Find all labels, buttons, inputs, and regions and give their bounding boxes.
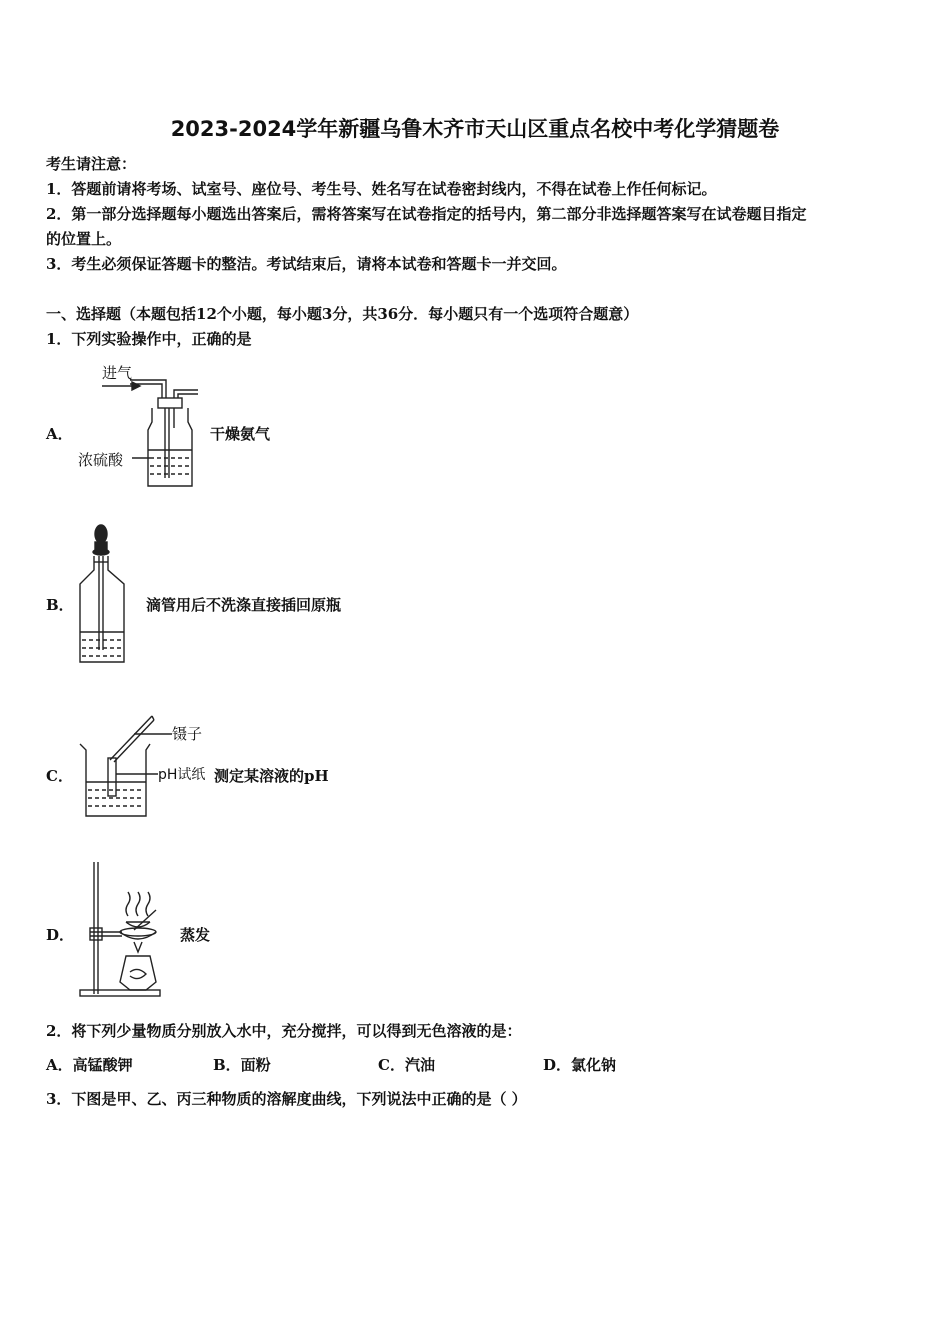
inlet-gas-label: 进气 [102,364,133,382]
tweezers-label: 镊子 [172,725,203,743]
notice-item-1: 1．答题前请将考场、试室号、座位号、考生号、姓名写在试卷密封线内，不得在试卷上作任何标记。 [46,180,717,198]
notice-heading: 考生请注意： [46,155,137,173]
q2-option-c: C．汽油 [378,1056,435,1074]
option-c-label: C． [46,767,73,785]
option-a-label: A． [46,425,73,443]
option-b-text: 滴管用后不洗涤直接插回原瓶 [146,596,342,614]
option-d-label: D． [46,926,75,944]
option-a-text: 干燥氨气 [210,425,271,443]
page-title: 2023-2024学年新疆乌鲁木齐市天山区重点名校中考化学猜题卷 [170,117,780,141]
option-d-text: 蒸发 [180,926,211,944]
ph-paper-label: pH试纸 [158,767,206,783]
notice-item-2-line-2: 的位置上。 [46,230,122,248]
question-2-stem: 2．将下列少量物质分别放入水中，充分搅拌，可以得到无色溶液的是： [46,1022,522,1040]
q2-option-d: D．氯化钠 [543,1056,617,1074]
notice-item-3: 3．考生必须保证答题卡的整洁。考试结束后，请将本试卷和答题卡一并交回。 [46,255,567,273]
dropper-bottle-figure [72,522,132,667]
notice-item-2-line-1: 2．第一部分选择题每小题选出答案后，需将答案写在试卷指定的括号内，第二部分非选择题答案写在试卷题目指定 [46,205,807,223]
option-b-label: B． [46,596,74,614]
option-c-text: 测定某溶液的pH [214,767,329,785]
q2-option-b: B．面粉 [213,1056,271,1074]
section-heading: 一、选择题（本题包括12个小题，每小题3分，共36分．每小题只有一个选项符合题意） [46,305,639,323]
evaporation-apparatus-figure [76,860,176,1000]
question-3-stem: 3．下图是甲、乙、丙三种物质的溶解度曲线，下列说法中正确的是（ ） [46,1090,527,1108]
sulfuric-acid-label: 浓硫酸 [78,451,124,469]
gas-washing-bottle-figure [70,358,210,493]
question-1-stem: 1．下列实验操作中，正确的是 [46,330,252,348]
q2-option-a: A．高锰酸钾 [46,1056,133,1074]
